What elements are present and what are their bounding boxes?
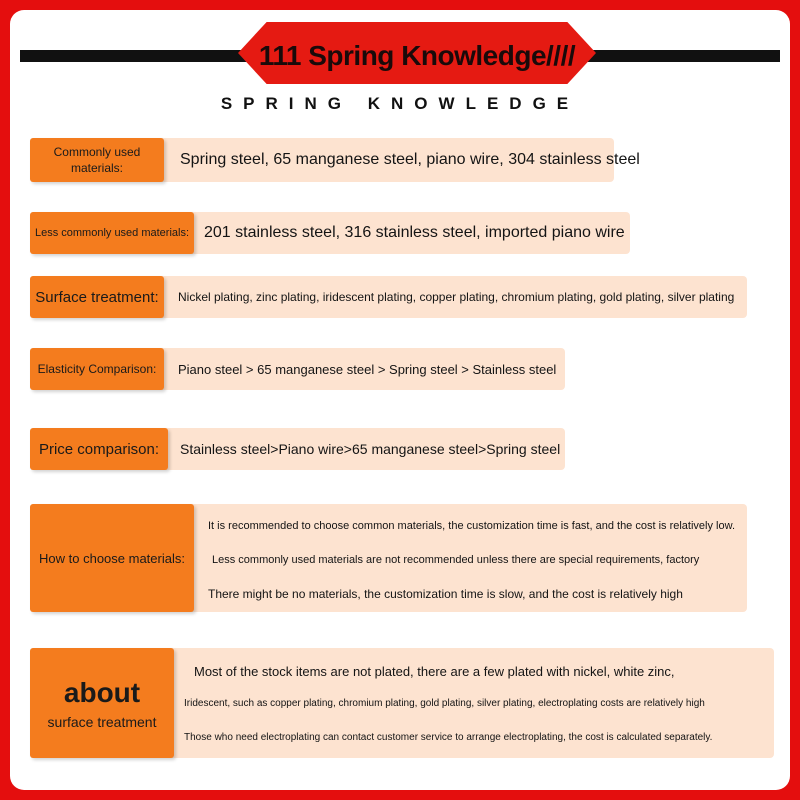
value-price-comparison: Stainless steel>Piano wire>65 manganese steel>Spring steel bbox=[180, 441, 561, 457]
row-less-common-materials bbox=[30, 212, 630, 254]
choose-line-3: There might be no materials, the customization time is slow, and the cost is relatively high bbox=[208, 587, 683, 601]
about-line-3: Those who need electroplating can contact customer service to arrange electroplating, the cost is calculated separately. bbox=[184, 732, 713, 743]
row-how-to-choose bbox=[30, 504, 750, 614]
banner-line-left bbox=[20, 50, 260, 62]
label-elasticity-comparison: Elasticity Comparison: bbox=[30, 348, 164, 390]
row-elasticity-comparison bbox=[30, 348, 570, 390]
value-elasticity-comparison: Piano steel > 65 manganese steel > Spring steel > Stainless steel bbox=[178, 362, 557, 377]
choose-line-2: Less commonly used materials are not recommended unless there are special requirements, factory bbox=[212, 554, 700, 566]
value-surface-treatment: Nickel plating, zinc plating, iridescent plating, copper plating, chromium plating, gold plating, silver plating bbox=[178, 290, 735, 304]
row-common-materials bbox=[30, 138, 640, 182]
page-title: 111 Spring Knowledge//// bbox=[258, 40, 576, 71]
row-surface-treatment bbox=[30, 276, 750, 318]
label-common-materials: Commonly used materials: bbox=[30, 138, 164, 182]
label-about-surface-treatment bbox=[30, 648, 174, 758]
value-common-materials: Spring steel, 65 manganese steel, piano wire, 304 stainless steel bbox=[180, 151, 640, 168]
content-panel bbox=[10, 10, 790, 790]
label-price-comparison: Price comparison: bbox=[30, 428, 168, 470]
label-less-common-materials: Less commonly used materials: bbox=[30, 212, 194, 254]
label-how-to-choose: How to choose materials: bbox=[30, 504, 194, 612]
row-about-surface-treatment bbox=[30, 648, 780, 760]
about-label: about bbox=[63, 677, 141, 708]
about-line-2: Iridescent, such as copper plating, chromium plating, gold plating, silver plating, electroplating costs are relatively high bbox=[184, 698, 705, 709]
surface-treatment-label: surface treatment bbox=[47, 714, 157, 730]
choose-line-1: It is recommended to choose common materials, the customization time is fast, and the cost is relatively low. bbox=[208, 520, 736, 532]
value-less-common-materials: 201 stainless steel, 316 stainless steel, imported piano wire bbox=[204, 224, 625, 241]
page-subtitle: SPRING KNOWLEDGE bbox=[220, 94, 580, 113]
about-line-1: Most of the stock items are not plated, there are a few plated with nickel, white zinc, bbox=[194, 664, 675, 679]
label-surface-treatment: Surface treatment: bbox=[30, 276, 164, 318]
row-price-comparison bbox=[30, 428, 570, 470]
